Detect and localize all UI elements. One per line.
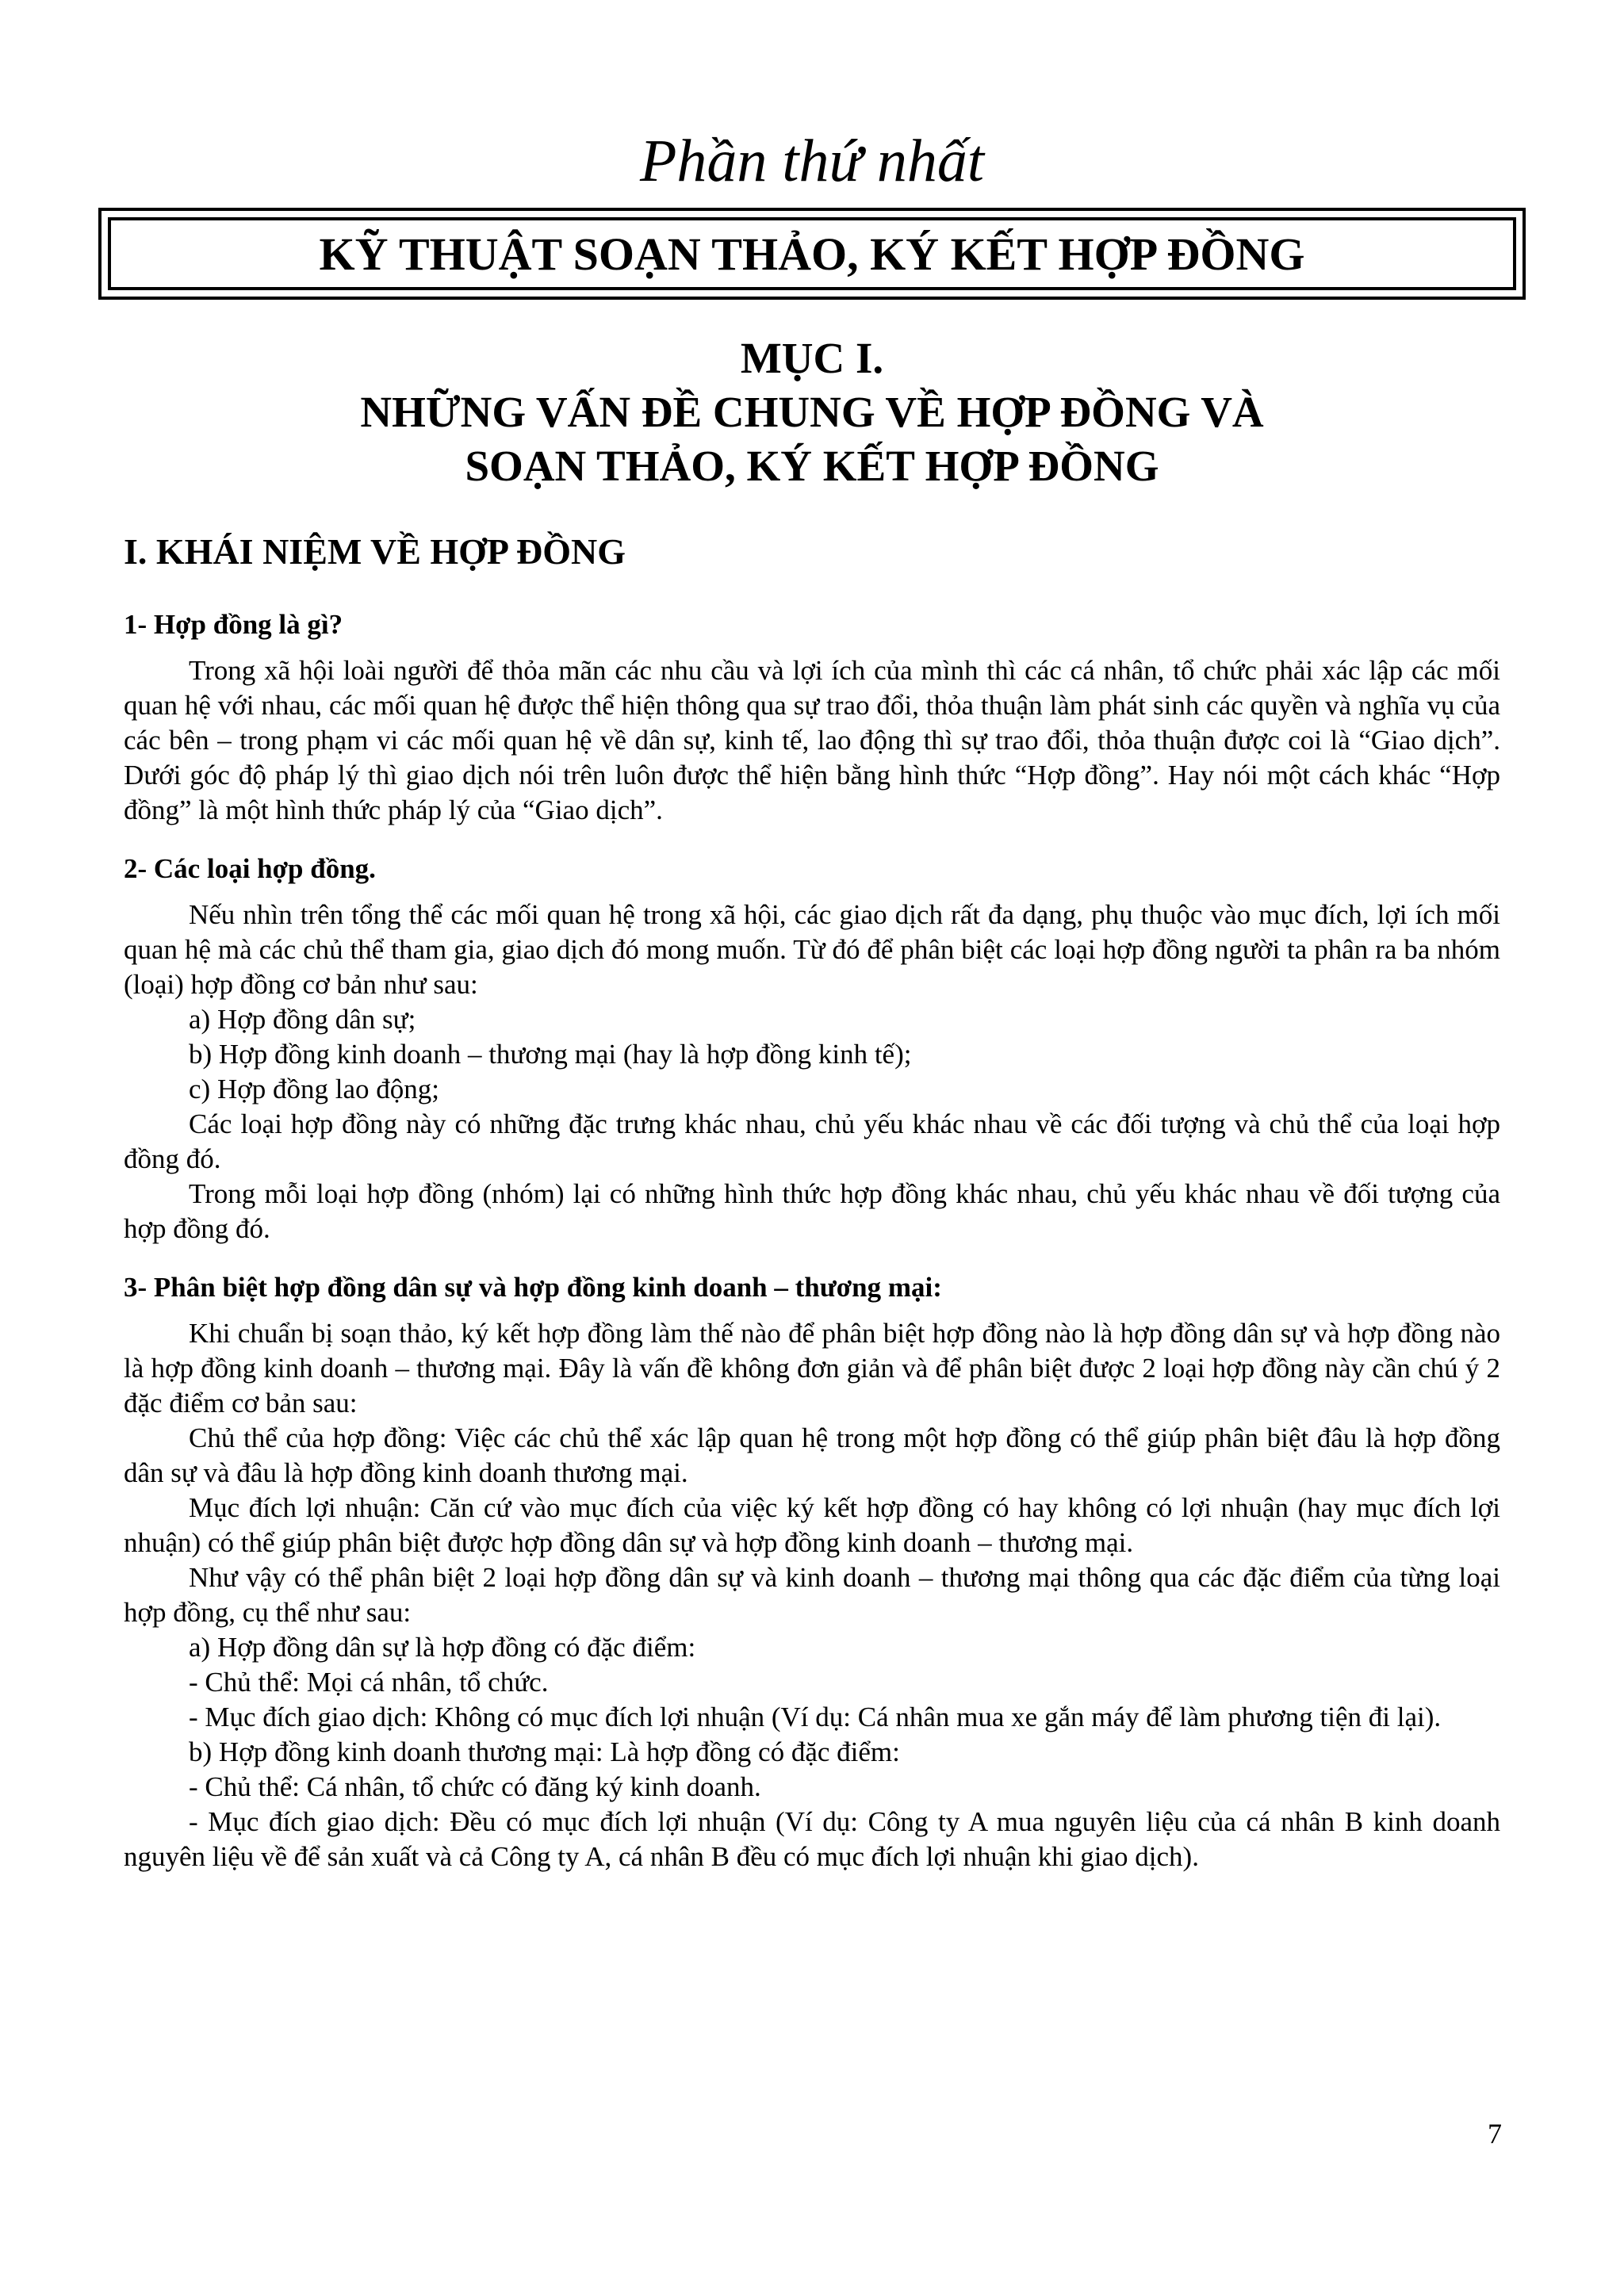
subsection-3-paragraph: - Chủ thể: Mọi cá nhân, tổ chức.	[189, 1667, 549, 1698]
subsection-3-paragraph: - Chủ thể: Cá nhân, tổ chức có đăng ký kinh doanh.	[189, 1771, 761, 1802]
subsection-3-paragraph: Chủ thể của hợp đồng: Việc các chủ thể xác lập quan hệ trong một hợp đồng có thể giúp phân biệt đâu là hợp đồng dân sự và đâu là hợp đồng kinh doanh thương mại.	[124, 1422, 1500, 1488]
subsection-1-paragraph: Trong xã hội loài người để thỏa mãn các nhu cầu và lợi ích của mình thì các cá nhân, tổ chức phải xác lập các mối quan hệ với nhau, các mối quan hệ được thể hiện thông qua sự trao đổi, thỏa thuận làm phát sinh các quyền và nghĩa vụ của các bên – trong phạm vi các mối quan hệ về dân sự, kinh tế, lao động thì sự trao đổi, thỏa thuận được coi là “Giao dịch”. Dưới góc độ pháp lý thì giao dịch nói trên luôn được thể hiện bằng hình thức “Hợp đồng”. Hay nói một cách khác “Hợp đồng” là một hình thức pháp lý của “Giao dịch”.	[124, 655, 1500, 825]
subsection-2-heading: 2- Các loại hợp đồng.	[124, 853, 376, 884]
section-heading-line-1: MỤC I.	[740, 334, 884, 382]
main-title: KỸ THUẬT SOẠN THẢO, KÝ KẾT HỢP ĐỒNG	[108, 217, 1516, 290]
subsection-3-heading: 3- Phân biệt hợp đồng dân sự và hợp đồng kinh doanh – thương mại:	[124, 1272, 942, 1303]
subsection-3-paragraph: - Mục đích giao dịch: Không có mục đích lợi nhuận (Ví dụ: Cá nhân mua xe gắn máy để làm phương tiện đi lại).	[189, 1702, 1442, 1732]
list-item-a: a) Hợp đồng dân sự;	[189, 1004, 416, 1035]
section-heading-line-3: SOẠN THẢO, KÝ KẾT HỢP ĐỒNG	[465, 442, 1159, 490]
section-heading	[0, 331, 1624, 493]
subsection-2-paragraph: Các loại hợp đồng này có những đặc trưng khác nhau, chủ yếu khác nhau về các đối tượng và chủ thể của loại hợp đồng đó.	[124, 1108, 1500, 1174]
subsection-3-paragraph: a) Hợp đồng dân sự là hợp đồng có đặc điểm:	[189, 1632, 696, 1663]
subsection-2-paragraph: Trong mỗi loại hợp đồng (nhóm) lại có những hình thức hợp đồng khác nhau, chủ yếu khác nhau về đối tượng của hợp đồng đó.	[124, 1178, 1500, 1244]
subsection-3-paragraph: - Mục đích giao dịch: Đều có mục đích lợi nhuận (Ví dụ: Công ty A mua nguyên liệu của cá nhân B kinh doanh nguyên liệu về để sản xuất và cả Công ty A, cá nhân B đều có mục đích lợi nhuận khi giao dịch).	[124, 1806, 1500, 1872]
page-number: 7	[1488, 2118, 1502, 2150]
subsection-1-heading: 1- Hợp đồng là gì?	[124, 609, 343, 640]
subsection-3-paragraph: Mục đích lợi nhuận: Căn cứ vào mục đích của việc ký kết hợp đồng có hay không có lợi nhuận (hay mục đích lợi nhuận) có thể giúp phân biệt được hợp đồng dân sự và hợp đồng kinh doanh – thương mại.	[124, 1492, 1500, 1558]
subsection-2-paragraph: Nếu nhìn trên tổng thể các mối quan hệ trong xã hội, các giao dịch rất đa dạng, phụ thuộc vào mục đích, lợi ích mối quan hệ mà các chủ thể tham gia, giao dịch đó mong muốn. Từ đó để phân biệt các loại hợp đồng người ta phân ra ba nhóm (loại) hợp đồng cơ bản như sau:	[124, 899, 1500, 1000]
main-title-frame	[98, 208, 1526, 300]
section-heading-line-2: NHỮNG VẤN ĐỀ CHUNG VỀ HỢP ĐỒNG VÀ	[360, 388, 1264, 436]
body-content	[124, 607, 1500, 1874]
list-item-b: b) Hợp đồng kinh doanh – thương mại (hay là hợp đồng kinh tế);	[189, 1039, 912, 1070]
subsection-3-paragraph: Như vậy có thể phân biệt 2 loại hợp đồng dân sự và kinh doanh – thương mại thông qua các đặc điểm của từng loại hợp đồng, cụ thể như sau:	[124, 1562, 1500, 1628]
list-item-c: c) Hợp đồng lao động;	[189, 1074, 439, 1104]
chapter-heading: I. KHÁI NIỆM VỀ HỢP ĐỒNG	[124, 531, 626, 572]
part-title: Phần thứ nhất	[639, 128, 985, 194]
subsection-3-paragraph: Khi chuẩn bị soạn thảo, ký kết hợp đồng làm thế nào để phân biệt hợp đồng nào là hợp đồng dân sự và hợp đồng nào là hợp đồng kinh doanh – thương mại. Đây là vấn đề không đơn giản và để phân biệt được 2 loại hợp đồng này cần chú ý 2 đặc điểm cơ bản sau:	[124, 1318, 1500, 1418]
subsection-3-paragraph: b) Hợp đồng kinh doanh thương mại: Là hợp đồng có đặc điểm:	[189, 1736, 900, 1767]
